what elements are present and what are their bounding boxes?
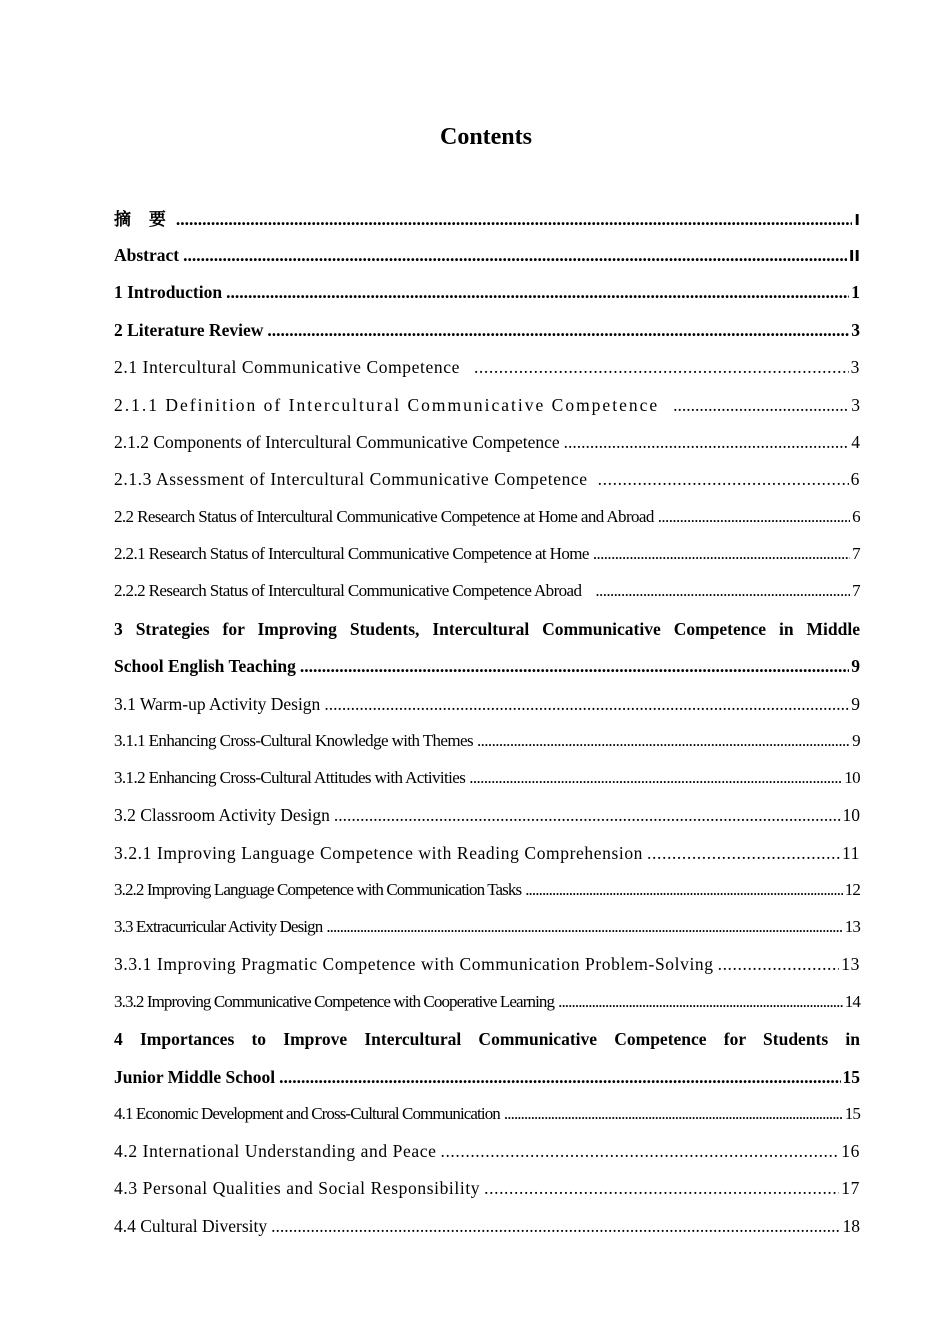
toc-entry-label: 3.1.1 Enhancing Cross-Cultural Knowledge with Themes (114, 731, 473, 750)
toc-entry-page: 3 (850, 357, 860, 377)
dot-leader (279, 1067, 840, 1088)
toc-entry-page: 6 (850, 469, 860, 489)
toc-entry-label: 3.1.2 Enhancing Cross-Cultural Attitudes with Activities (114, 768, 466, 787)
dot-leader (558, 992, 843, 1012)
toc-entry-page: 7 (852, 581, 860, 600)
toc-entry-chapter-4[interactable] (114, 1067, 860, 1089)
dot-leader (267, 320, 849, 341)
dot-leader (300, 656, 849, 677)
toc-entry-label: 2 Literature Review (114, 320, 264, 340)
toc-entry-label: 1 Introduction (114, 282, 223, 302)
toc-entry-3-2[interactable] (114, 805, 860, 827)
dot-leader (176, 209, 852, 230)
toc-entry-4-2[interactable] (114, 1141, 860, 1163)
dot-leader (474, 357, 849, 378)
toc-entry-2-1-2[interactable] (114, 432, 860, 454)
dot-leader (647, 843, 840, 864)
page-title: Contents (439, 124, 532, 150)
toc-entry-page: I (854, 211, 860, 229)
dot-leader (324, 694, 849, 715)
toc-entry-2-1[interactable] (114, 357, 860, 379)
toc-entry-page: 13 (841, 954, 860, 974)
toc-entry-label: 3.2.1 Improving Language Competence with Reading Comprehension (114, 843, 644, 863)
dot-leader (525, 880, 843, 900)
toc-entry-4-1[interactable] (114, 1104, 860, 1126)
dot-leader (658, 507, 850, 527)
toc-entry-2-1-3[interactable] (114, 469, 860, 491)
toc-entry-label: School English Teaching (114, 656, 296, 676)
toc-entry-chapter-3[interactable] (114, 656, 860, 678)
dot-leader (334, 805, 841, 826)
toc-entry-abstract[interactable] (114, 245, 860, 267)
toc-entry-page: 18 (842, 1216, 860, 1236)
toc-entry-label: 3.3 Extracurricular Activity Design (114, 917, 323, 936)
toc-entry-4-4[interactable] (114, 1216, 860, 1238)
toc-entry-page: 9 (852, 731, 860, 750)
toc-entry-chapter-3-line1[interactable]: 3 Strategies for Improving Students, Intercultural Communicative Competence in Middle (114, 619, 860, 639)
dot-leader (484, 1178, 839, 1199)
toc-entry-label: 4.3 Personal Qualities and Social Responsibility (114, 1178, 481, 1198)
toc-entry-label: 3.2 Classroom Activity Design (114, 805, 330, 825)
toc-entry-label: 2.2.2 Research Status of Intercultural Communicative Competence Abroad (114, 581, 582, 600)
toc-entry-3-3-2[interactable] (114, 992, 860, 1014)
toc-entry-page: 7 (852, 544, 860, 563)
dot-leader (477, 731, 850, 751)
dot-leader (271, 1216, 840, 1237)
dot-leader (326, 917, 842, 937)
toc-entry-page: 12 (844, 880, 860, 899)
toc-entry-label: 2.1.2 Components of Intercultural Communicative Competence (114, 432, 560, 452)
toc-entry-3-1-2[interactable] (114, 768, 860, 790)
toc-entry-3-1[interactable] (114, 694, 860, 716)
toc-entry-chapter-4-line1[interactable]: 4 Importances to Improve Intercultural Communicative Competence for Students in (114, 1029, 860, 1049)
toc-entry-page: 17 (841, 1178, 860, 1198)
toc-entry-introduction[interactable] (114, 282, 860, 304)
toc-entry-label: 3.3.2 Improving Communicative Competence with Cooperative Learning (114, 992, 555, 1011)
dot-leader (564, 432, 850, 453)
toc-entry-page: 10 (844, 768, 860, 787)
toc-entry-label: Abstract (114, 245, 180, 265)
toc-entry-page: 3 (851, 320, 860, 340)
toc-entry-page: 14 (844, 992, 860, 1011)
toc-entry-page: 3 (851, 395, 860, 415)
toc-entry-label: 2.2 Research Status of Intercultural Communicative Competence at Home and Abroad (114, 507, 654, 526)
dot-leader (598, 469, 849, 490)
toc-entry-3-2-2[interactable] (114, 880, 860, 902)
toc-entry-2-2-2[interactable] (114, 581, 860, 603)
dot-leader (183, 245, 847, 266)
toc-entry-page: 1 (851, 282, 860, 302)
toc-entry-page: 15 (842, 1067, 860, 1087)
toc-entry-page: 6 (852, 507, 860, 526)
toc-entry-page: 4 (851, 432, 860, 452)
dot-leader (504, 1104, 843, 1124)
toc-entry-label: 2.1 Intercultural Communicative Competence (114, 357, 460, 377)
toc-entry-label: 3.1 Warm-up Activity Design (114, 694, 321, 714)
toc-entry-label: 4.1 Economic Development and Cross-Cultural Communication (114, 1104, 500, 1123)
toc-entry-abstract-cn[interactable] (114, 205, 860, 230)
dot-leader (593, 544, 850, 564)
toc-entry-label: 2.1.1 Definition of Intercultural Communicative Competence (114, 395, 660, 415)
toc-entry-literature-review[interactable] (114, 320, 860, 342)
toc-entry-page: 15 (844, 1104, 860, 1123)
dot-leader (226, 282, 849, 303)
dot-leader (718, 954, 840, 975)
dot-leader (440, 1141, 839, 1162)
toc-entry-page: 13 (844, 917, 860, 936)
toc-entry-2-2[interactable] (114, 507, 860, 529)
toc-entry-page: 9 (851, 694, 860, 714)
dot-leader (673, 395, 849, 416)
toc-entry-3-1-1[interactable] (114, 731, 860, 753)
dot-leader (469, 768, 842, 788)
toc-entry-label: 4.4 Cultural Diversity (114, 1216, 268, 1236)
toc-entry-page: II (848, 247, 860, 265)
toc-entry-label: Junior Middle School (114, 1067, 276, 1087)
toc-entry-label: 2.1.3 Assessment of Intercultural Communicative Competence (114, 469, 588, 489)
toc-entry-page: 10 (842, 805, 860, 825)
toc-entry-4-3[interactable] (114, 1178, 860, 1200)
toc-entry-label: 3.2.2 Improving Language Competence with Communication Tasks (114, 880, 522, 899)
toc-entry-label: 摘 要 (114, 210, 172, 230)
dot-leader (595, 581, 850, 601)
toc-entry-label: 4.2 International Understanding and Peace (114, 1141, 437, 1161)
toc-entry-page: 16 (841, 1141, 860, 1161)
toc-entry-page: 9 (851, 656, 860, 676)
toc-entry-3-3-1[interactable] (114, 954, 860, 976)
toc-entry-2-1-1[interactable] (114, 395, 860, 417)
toc-entry-page: 11 (841, 843, 860, 863)
toc-entry-label: 3.3.1 Improving Pragmatic Competence with Communication Problem-Solving (114, 954, 714, 974)
toc-entry-2-2-1[interactable] (114, 544, 860, 566)
toc-entry-3-3[interactable] (114, 917, 860, 939)
toc-entry-label: 2.2.1 Research Status of Intercultural Communicative Competence at Home (114, 544, 589, 563)
toc-entry-3-2-1[interactable] (114, 843, 860, 865)
